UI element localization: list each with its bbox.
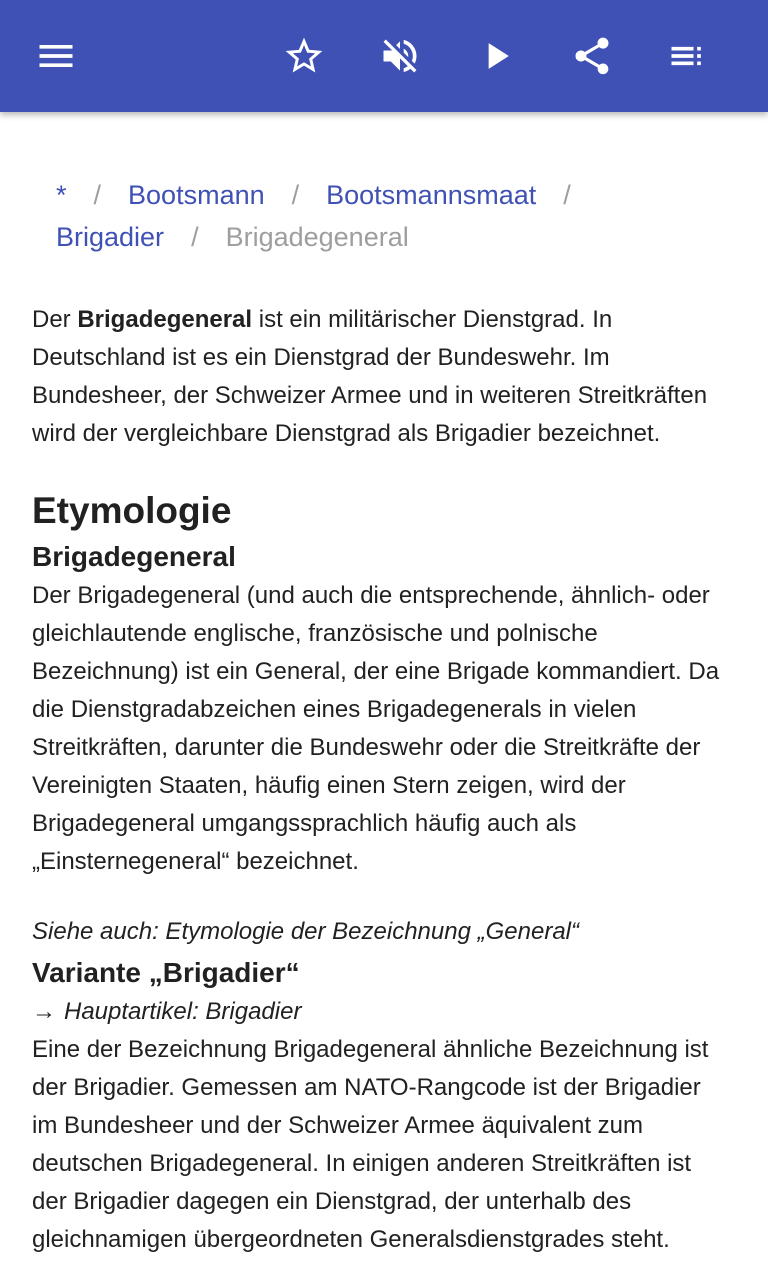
main-article-hint	[32, 993, 732, 1031]
subsection-heading-variante-brigadier: Variante „Brigadier“	[32, 957, 300, 988]
share-icon	[570, 34, 614, 78]
breadcrumb-separator: /	[93, 180, 102, 210]
mute-button[interactable]	[368, 24, 432, 88]
intro-prefix: Der	[32, 306, 78, 333]
breadcrumb-current: Brigadegeneral	[225, 222, 409, 252]
brigadier-paragraph: Eine der Bezeichnung Brigadegeneral ähnliche Bezeichnung ist der Brigadier. Gemessen am NATO-Rangcode ist der Brigadier im Bundesheer und der Schweizer Armee äquivalent zum deutschen Brigadegeneral. In einigen anderen Streitkräften ist der Brigadier dagegen ein Dienstgrad, der unterhalb des gleichnamigen übergeordneten Generalsdienstgrades steht.	[32, 1036, 709, 1253]
section-heading-etymologie: Etymologie	[32, 490, 232, 531]
breadcrumb-item-root[interactable]: *	[56, 180, 67, 210]
article	[32, 112, 732, 1259]
star-outline-icon	[282, 34, 326, 78]
see-also-note	[32, 913, 732, 951]
menu-button[interactable]	[24, 24, 88, 88]
see-also-link[interactable]: Siehe auch: Etymologie der Bezeichnung „General“	[32, 918, 579, 945]
contents-button[interactable]	[656, 24, 720, 88]
playlist-icon	[666, 34, 710, 78]
breadcrumb-separator: /	[191, 222, 199, 252]
subsection-heading-brigadegeneral: Brigadegeneral	[32, 541, 236, 572]
brigadegeneral-paragraph: Der Brigadegeneral (und auch die entsprechende, ähnlich- oder gleichlautende englische, französische und polnische Bezeichnung) ist ein General, der eine Brigade kommandiert. Da die Dienstgradabzeichen eines Brigadegenerals in vielen Streitkräften, darunter die Bundeswehr oder die Streitkräfte der Vereinigten Staaten, häufig einen Stern zeigen, wird der Brigadegeneral umgangssprachlich häufig auch als „Einsternegeneral“ bezeichnet.	[32, 582, 720, 875]
intro-paragraph	[32, 301, 732, 453]
favorite-button[interactable]	[272, 24, 336, 88]
menu-icon	[34, 34, 78, 78]
intro-term: Brigadegeneral	[77, 306, 253, 333]
breadcrumb-separator: /	[291, 180, 300, 210]
intro-text: ist ein militärischer Dienstgrad. In Deutschland ist es ein Dienstgrad der Bundeswehr. Im Bundesheer, der Schweizer Armee und in weiteren Streitkräften wird der vergleichbare Dienstgrad als Brigadier bezeichnet.	[32, 306, 708, 447]
breadcrumb-item-brigadier[interactable]: Brigadier	[56, 222, 165, 252]
share-button[interactable]	[560, 24, 624, 88]
play-button[interactable]	[464, 24, 528, 88]
volume-off-icon	[378, 34, 422, 78]
breadcrumb-item-bootsmannsmaat[interactable]: Bootsmannsmaat	[326, 180, 537, 210]
main-article-link[interactable]: Hauptartikel: Brigadier	[64, 998, 302, 1025]
arrow-icon: →	[32, 998, 56, 1025]
app-bar	[0, 0, 768, 112]
breadcrumb-item-bootsmann[interactable]: Bootsmann	[128, 180, 265, 210]
breadcrumb-separator: /	[563, 180, 571, 210]
breadcrumb	[32, 174, 732, 258]
play-icon	[474, 34, 518, 78]
